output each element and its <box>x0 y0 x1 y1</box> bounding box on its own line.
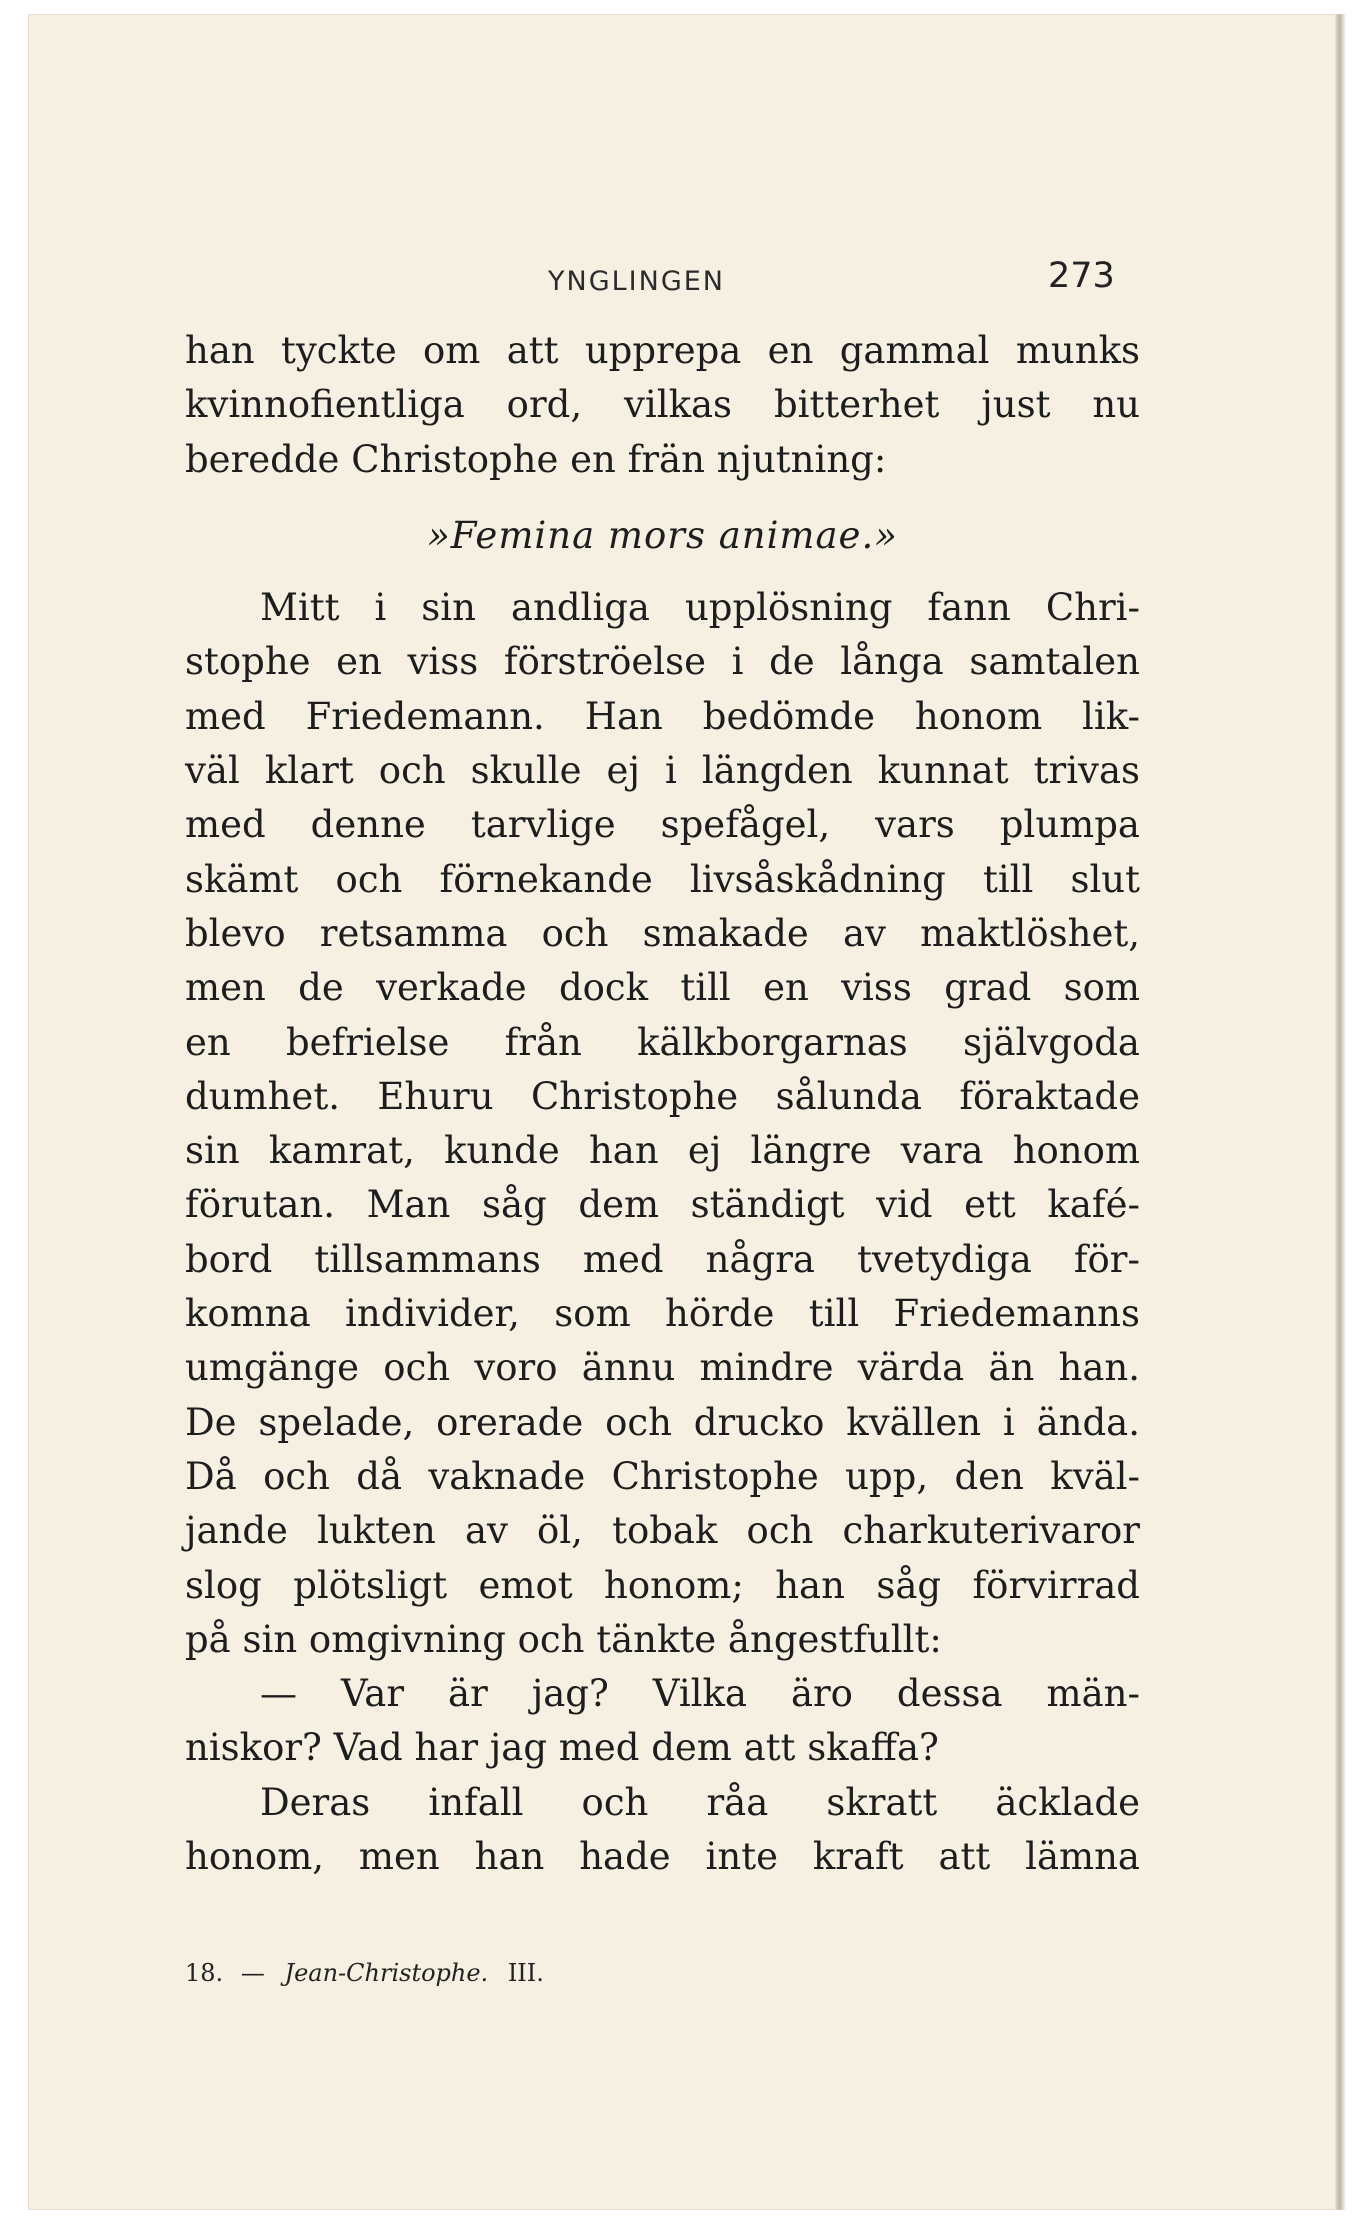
text-line: Mitt i sin andliga upplösning fann Chri- <box>260 586 1140 630</box>
text-line: förutan. Man såg dem ständigt vid ett kafé- <box>185 1183 1140 1227</box>
text-line: slog plötsligt emot honom; han såg förvirrad <box>185 1563 1140 1607</box>
text-line: beredde Christophe en frän njutning: <box>185 437 887 481</box>
signature-line <box>185 1959 544 1987</box>
book-page <box>28 14 1336 2210</box>
text-line: med Friedemann. Han bedömde honom lik- <box>185 694 1140 738</box>
text-line: niskor? Vad har jag med dem att skaffa? <box>185 1726 939 1770</box>
paragraph-1 <box>185 324 1140 487</box>
text-line: på sin omgivning och tänkte ångestfullt: <box>185 1617 942 1661</box>
text-line: Då och då vaknade Christophe upp, den kväl- <box>185 1454 1140 1498</box>
signature-dash: — <box>240 1959 265 1987</box>
text-line: sin kamrat, kunde han ej längre vara honom <box>185 1129 1140 1173</box>
text-line: han tyckte om att upprepa en gammal munks <box>185 329 1140 372</box>
text-line: med denne tarvlige spefågel, vars plumpa <box>185 803 1140 847</box>
text-line: bord tillsammans med några tvetydiga för- <box>185 1237 1140 1281</box>
body-text <box>185 324 1140 1884</box>
text-line: jande lukten av öl, tobak och charkuterivaror <box>185 1509 1140 1553</box>
text-line: komna individer, som hörde till Friedemanns <box>185 1292 1140 1336</box>
running-head: YNGLINGEN <box>548 266 725 297</box>
text-line: umgänge och voro ännu mindre värda än han. <box>185 1346 1140 1390</box>
text-line: De spelade, orerade och drucko kvällen i ända. <box>185 1400 1140 1444</box>
paragraph-2 <box>185 581 1140 1667</box>
text-line: väl klart och skulle ej i längden kunnat trivas <box>185 749 1140 793</box>
text-line: dumhet. Ehuru Christophe sålunda föraktade <box>185 1074 1140 1118</box>
book-title: Jean-Christophe. <box>284 1959 489 1987</box>
text-line: Deras infall och råa skratt äcklade <box>260 1780 1140 1824</box>
paragraph-3 <box>185 1667 1140 1776</box>
page-header <box>28 250 1336 306</box>
paragraph-4 <box>185 1776 1140 1885</box>
text-line: — Var är jag? Vilka äro dessa män- <box>260 1672 1140 1716</box>
text-line: blevo retsamma och smakade av maktlöshet, <box>185 911 1140 955</box>
text-line: men de verkade dock till en viss grad som <box>185 966 1140 1010</box>
latin-quote: »Femina mors animae.» <box>427 513 898 557</box>
text-line: skämt och förnekande livsåskådning till slut <box>185 857 1140 901</box>
signature-number: 18. <box>185 1959 224 1987</box>
volume-number: III. <box>507 1959 544 1987</box>
text-line: en befrielse från kälkborgarnas självgoda <box>185 1020 1140 1064</box>
page-number: 273 <box>1048 256 1115 296</box>
text-line: honom, men han hade inte kraft att lämna <box>185 1835 1140 1879</box>
text-line: stophe en viss förströelse i de långa samtalen <box>185 640 1140 684</box>
text-line: kvinnofientliga ord, vilkas bitterhet just nu <box>185 383 1140 427</box>
